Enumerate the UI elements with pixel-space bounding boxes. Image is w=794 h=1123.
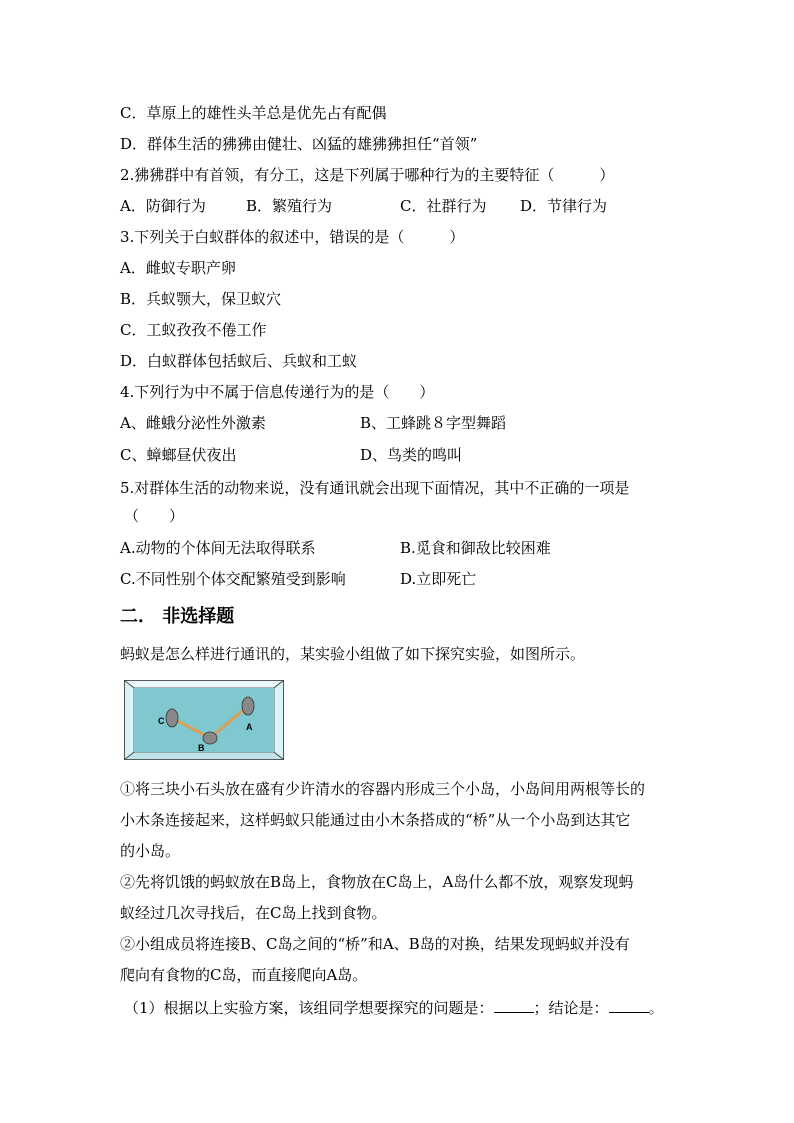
container-top-rim [125,681,284,689]
q4-option-c: C、蟑螂昼伏夜出 [120,446,237,464]
step-2-line-1: ②先将饥饿的蚂蚁放在B岛上，食物放在C岛上，A岛什么都不放，观察发现蚂 [120,873,634,891]
step-1-line-3: 的小岛。 [120,842,181,860]
container-bottom-rim [125,752,284,760]
q2-option-a: A．防御行为 [120,197,206,215]
q3-option-a: A．雌蚁专职产卵 [120,259,236,277]
q4-option-d: D、鸟类的鸣叫 [360,446,463,464]
q5-option-d: D.立即死亡 [400,570,477,588]
subquestion-1-mid: ；结论是： [533,999,609,1017]
label-b: B [198,743,205,753]
q5-option-a: A.动物的个体间无法取得联系 [120,539,316,557]
step-2-line-2: 蚁经过几次寻找后，在C岛上找到食物。 [120,904,387,922]
step-3-line-1: ②小组成员将连接B、C岛之间的“桥”和A、B岛的对换，结果发现蚂蚁并没有 [120,935,630,953]
section-intro: 蚂蚁是怎么样进行通讯的，某实验小组做了如下探究实验，如图所示。 [120,645,586,663]
question-4: 4.下列行为中不属于信息传递行为的是（ ） [120,383,435,401]
island-b [203,732,217,744]
subquestion-1-prefix: （1）根据以上实验方案，该组同学想要探究的问题是： [124,999,494,1017]
q5-option-b: B.觅食和御敌比较困难 [400,539,551,557]
q5-answer-paren: （ ） [124,507,185,525]
label-c: C [158,716,165,726]
question-2: 2.狒狒群中有首领，有分工，这是下列属于哪种行为的主要特征（ ） [120,166,615,184]
q1-option-c: C．草原上的雄性头羊总是优先占有配偶 [120,104,387,122]
section-title: 二． 非选择题 [120,606,235,627]
container-right-rim [274,681,284,760]
question-3: 3.下列关于白蚁群体的叙述中，错误的是（ ） [120,228,465,246]
subquestion-1 [124,998,664,1018]
q3-option-c: C．工蚁孜孜不倦工作 [120,321,267,339]
q1-option-d: D．群体生活的狒狒由健壮、凶猛的雄狒狒担任“首领” [120,135,478,153]
step-1-line-2: 小木条连接起来，这样蚂蚁只能通过由小木条搭成的“桥”从一个小岛到达其它 [120,811,631,829]
ant-island-experiment-figure [124,680,284,760]
q2-option-b: B．繁殖行为 [246,197,333,215]
q4-option-a: A、雌蛾分泌性外激素 [120,414,266,432]
q2-option-d: D．节律行为 [520,197,608,215]
q5-option-c: C.不同性别个体交配繁殖受到影响 [120,570,346,588]
question-5: 5.对群体生活的动物来说，没有通讯就会出现下面情况，其中不正确的一项是 [120,479,630,497]
island-c [166,709,178,727]
step-3-line-2: 爬向有食物的C岛，而直接爬向A岛。 [120,966,368,984]
island-a [242,697,254,715]
q2-option-c: C．社群行为 [400,197,487,215]
q4-option-b: B、工蜂跳８字型舞蹈 [360,414,507,432]
answer-blank-question[interactable] [494,998,534,1013]
label-a: A [246,722,253,732]
answer-blank-conclusion[interactable] [609,998,649,1013]
subquestion-1-end: 。 [648,999,664,1017]
q3-option-d: D．白蚁群体包括蚁后、兵蚁和工蚁 [120,352,358,370]
container-left-rim [125,681,135,760]
q3-option-b: B．兵蚁颚大，保卫蚁穴 [120,290,282,308]
step-1-line-1: ①将三块小石头放在盛有少许清水的容器内形成三个小岛，小岛间用两根等长的 [120,780,646,798]
